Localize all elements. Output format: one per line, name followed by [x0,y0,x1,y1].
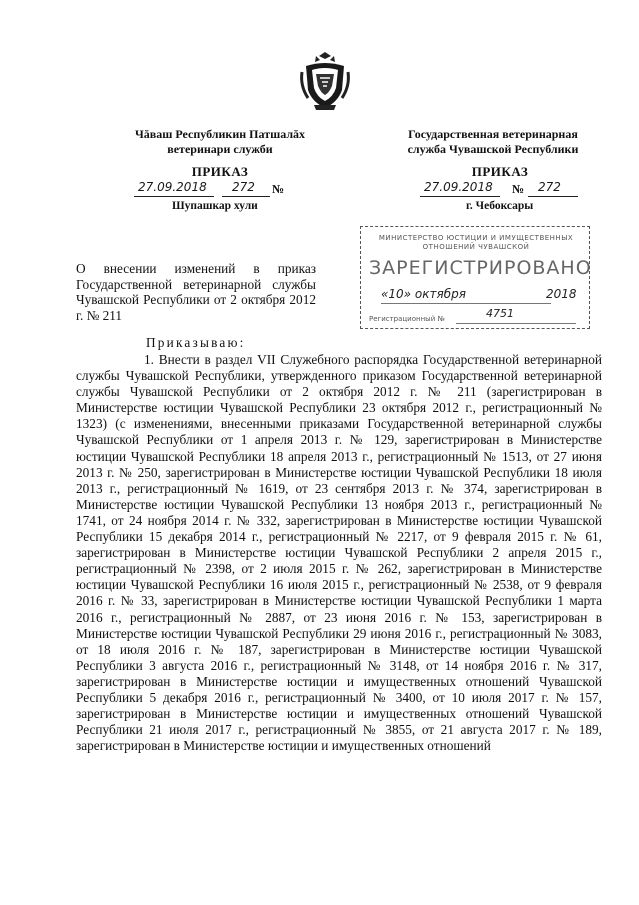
stamp-ministry: МИНИСТЕРСТВО ЮСТИЦИИ И ИМУЩЕСТВЕННЫХ ОТНОШЕНИЙ ЧУВАШСКОЙ [378,234,574,251]
stamp-reg-label: Регистрационный № [369,315,445,323]
right-org-line1: Государственная ветеринарная [408,127,578,141]
right-number-sign: № [512,182,525,196]
stamp-reg-rule [456,323,576,324]
order-body-paragraph: 1. Внести в раздел VII Служебного распорядка Государственной ветеринарной службы Чувашской Республики, утвержденного приказом Государственной ветеринарной службы Чувашской Республики от 2 октября 2012 г. № 211 (зарегистрирован в Министерстве юстиции Чувашской Республики 23 октября 2012 г., регистрационный № 1323) (с изменениями, внесенными приказами Государственной ветеринарной службы Чувашской Республики от 1 апреля 2013 г. № 129, зарегистрирован в Министерстве юстиции Чувашской Республики 18 апреля 2013 г., регистрационный № 1513, от 27 июня 2013 г. № 250, зарегистрирован в Министерстве юстиции Чувашской Республики 18 июля 2013 г., регистрационный № 1619, от 23 сентября 2013 г. № 374, зарегистрирован в Министерстве юстиции Чувашской Республики 13 ноября 2013 г., регистрационный № 1741, от 24 ноября 2014 г. № 332, зарегистрирован в Министерстве юстиции Чувашской Республики 15 декабря 2014 г., регистрационный № 2217, от 9 февраля 2015 г. № 61, зарегистрирован в Министерстве юстиции Чувашской Республики 2 апреля 2015 г., регистрационный № 2398, от 2 июля 2015 г. № 262, зарегистрирован в Министерстве юстиции Чувашской Республики 16 июля 2015 г., регистрационный № 2538, от 9 февраля 2016 г. № 33, зарегистрирован в Министерстве юстиции Чувашской Республики 1 марта 2016 г., регистрационный № 2887, от 23 июня 2016 г. № 153, зарегистрирован в Министерстве юстиции Чувашской Республики 29 июня 2016 г., регистрационный № 3083, от 18 июля 2016 г. № 187, зарегистрирован в Министерстве юстиции Чувашской Республики 3 августа 2016 г., регистрационный № 3148, от 14 ноября 2016 г. № 317, зарегистрирован в Министерстве юстиции и имущественных отношений Чувашской Республики 5 декабря 2016 г., регистрационный № 3400, от 10 июля 2017 г. № 157, зарегистрирован в Министерстве юстиции и имущественных отношений Чувашской Республики 21 июля 2017 г., регистрационный № 3855, от 21 августа 2017 г. № 189, зарегистрирован в Министерстве юстиции и имущественных отношений [76,352,602,754]
left-order-date: 27.09.2018 [138,180,207,194]
right-order-date: 27.09.2018 [424,180,493,194]
order-word: Приказываю: [146,335,246,350]
coat-of-arms-emblem [298,50,352,112]
stamp-year: 2018 [546,287,577,301]
right-date-underline [420,196,500,197]
stamp-reg-number: 4751 [486,307,514,320]
left-org-line2: ветеринари служби [167,141,273,156]
left-city: Шупашкар хули [172,200,258,212]
right-city: г. Чебоксары [466,200,534,212]
stamp-date-rule [381,303,551,304]
right-number-underline [528,196,578,197]
left-number-underline [222,196,270,197]
left-org-line1: Чăваш Республикин Патшалăх [134,127,306,141]
registration-stamp [360,226,590,329]
right-order-number: 272 [538,180,561,194]
left-org-name [110,127,330,156]
right-order-title: ПРИКАЗ [471,164,529,179]
stamp-status: ЗАРЕГИСТРИРОВАНО [369,257,592,279]
right-org-line2: служба Чувашской Республики [407,141,579,156]
left-order-title: ПРИКАЗ [191,164,249,179]
left-order-number: 272 [232,180,255,194]
stamp-date: «10» октября [381,287,466,301]
right-org-name [368,127,618,156]
left-date-underline [134,196,214,197]
left-number-sign: № [272,182,285,196]
order-subject: О внесении изменений в приказ Государственной ветеринарной службы Чувашской Республики от 2 октября 2012 г. № 211 [76,261,316,323]
